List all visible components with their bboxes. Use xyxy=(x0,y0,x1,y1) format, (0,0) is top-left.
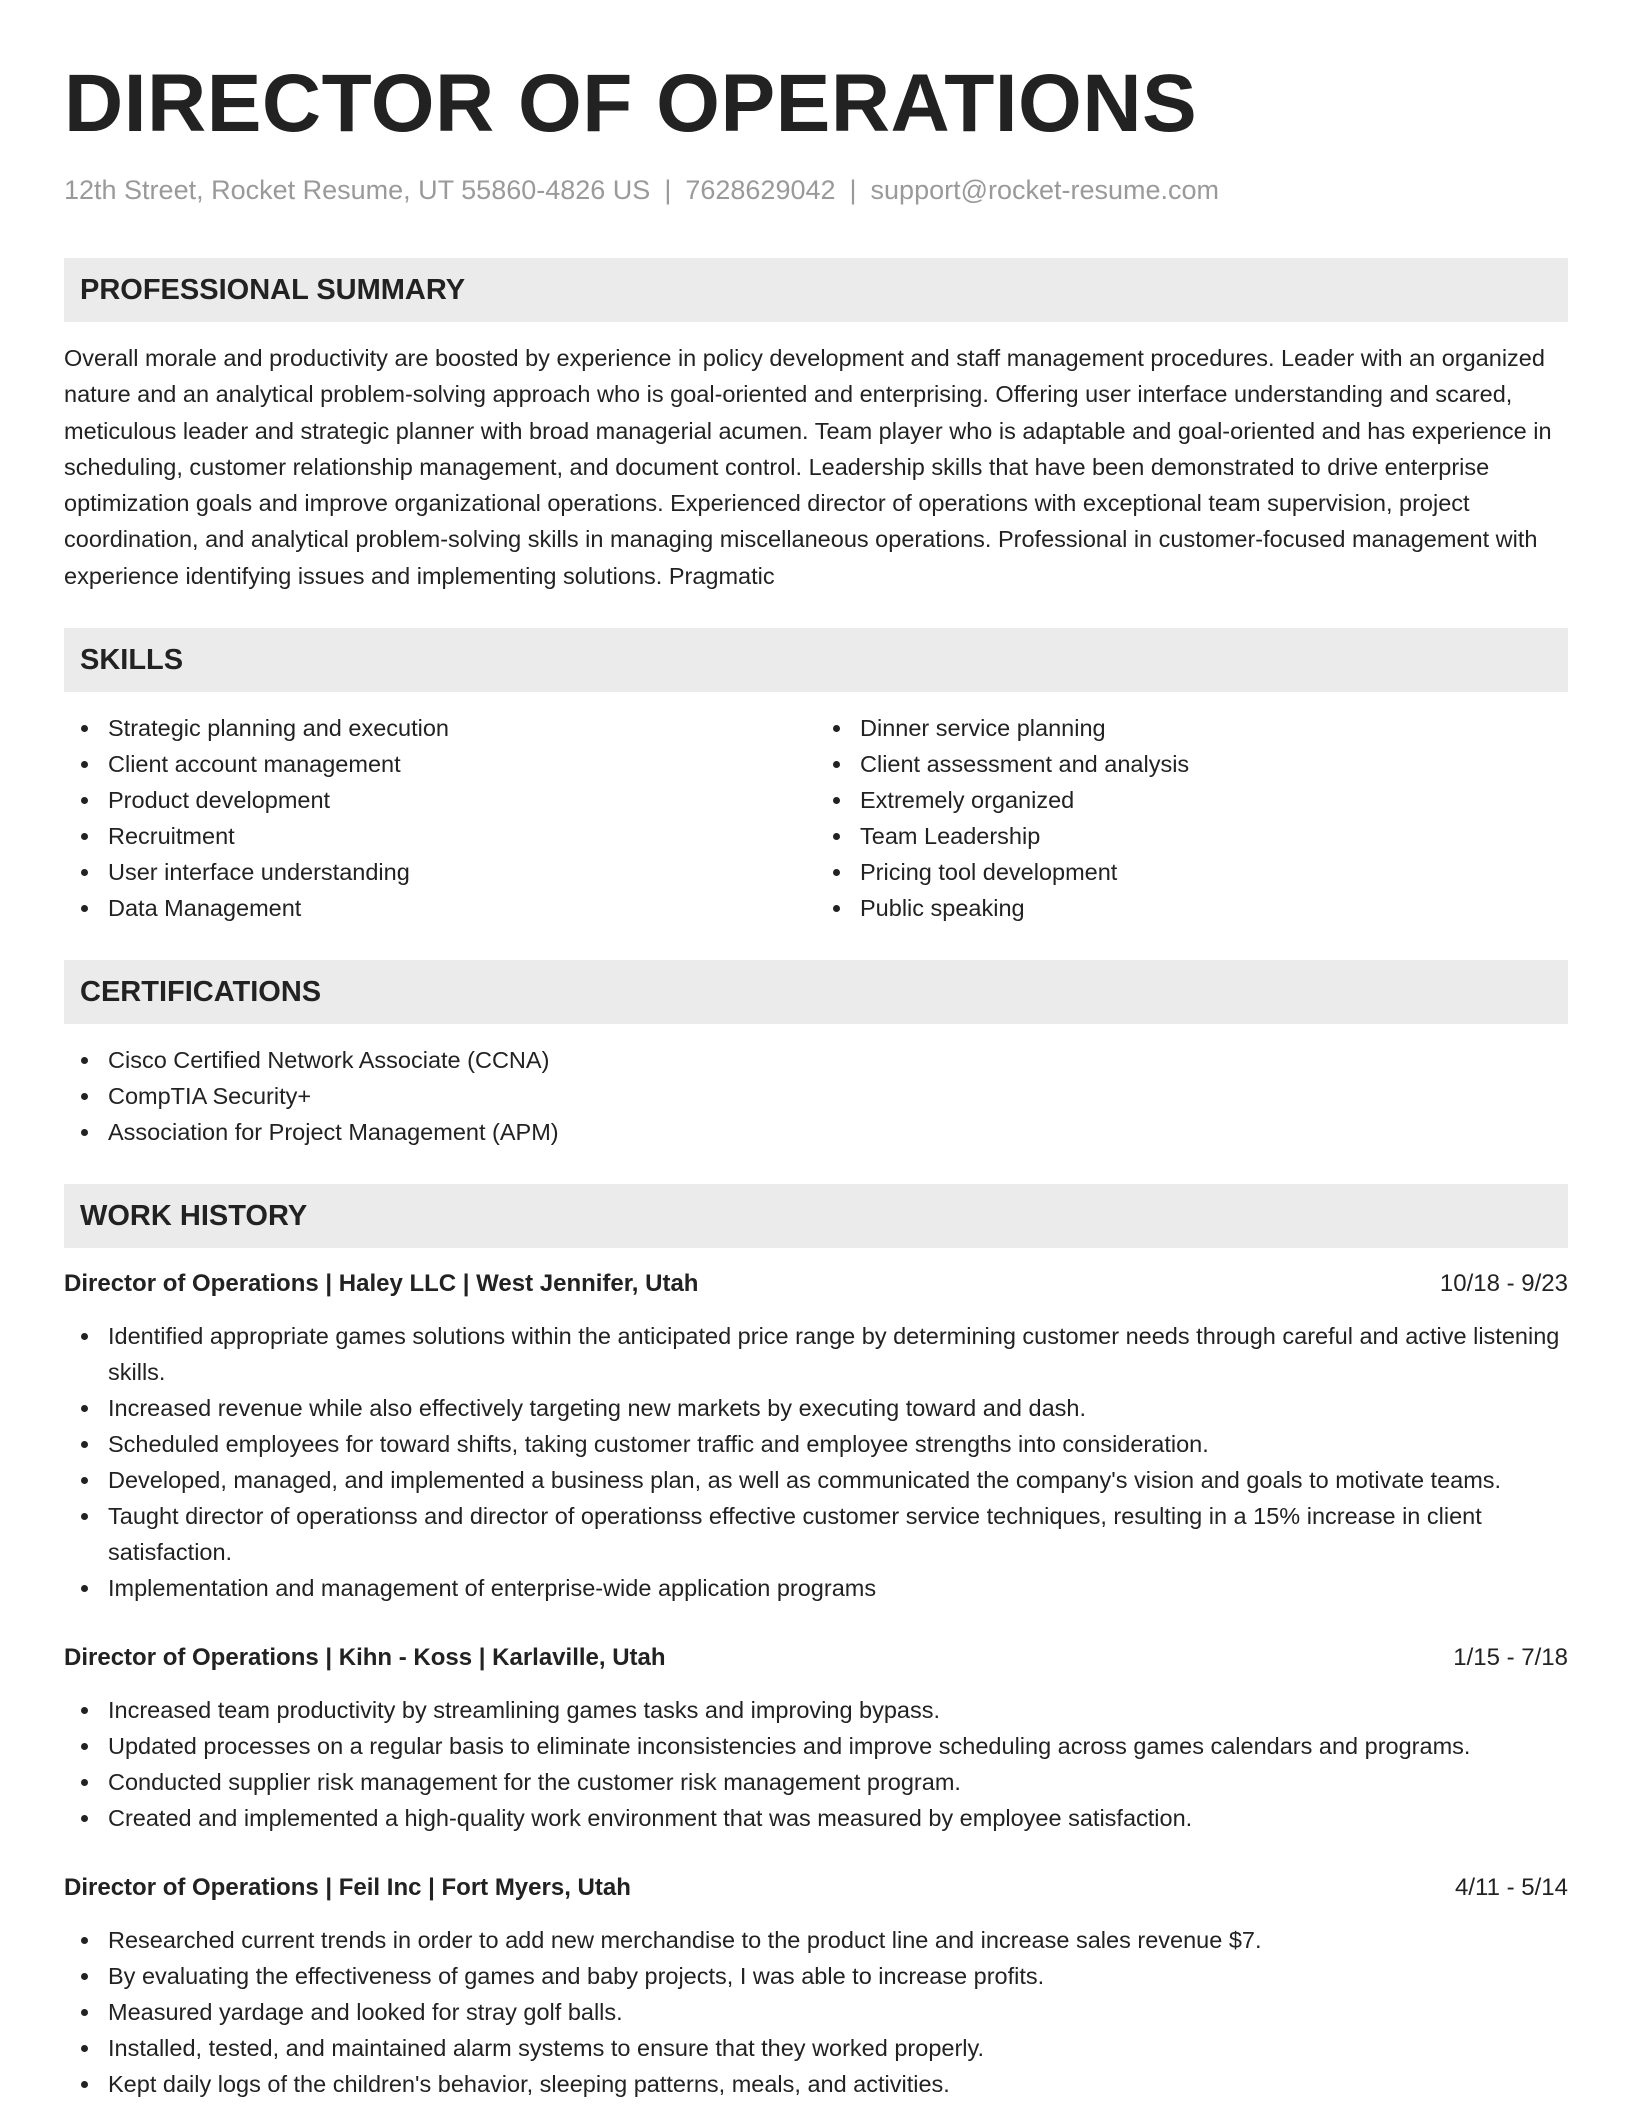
skill-item: Extremely organized xyxy=(816,782,1568,818)
section-header-summary: PROFESSIONAL SUMMARY xyxy=(64,258,1568,322)
job-title: Director of Operations | Haley LLC | West Jennifer, Utah xyxy=(64,1270,699,1298)
contact-address: 12th Street, Rocket Resume, UT 55860-4826 US xyxy=(64,175,651,205)
skill-item: Pricing tool development xyxy=(816,854,1568,890)
contact-separator: | xyxy=(849,175,857,205)
skill-item: Dinner service planning xyxy=(816,710,1568,746)
job-bullet: Conducted supplier risk management for the customer risk management program. xyxy=(64,1764,1568,1800)
contact-separator: | xyxy=(664,175,672,205)
skills-list-left xyxy=(64,710,816,926)
job-bullet: Kept daily logs of the children's behavior, sleeping patterns, meals, and activities. xyxy=(64,2066,1568,2102)
skill-item: Product development xyxy=(64,782,816,818)
job-bullet: Researched current trends in order to add new merchandise to the product line and increase sales revenue $7. xyxy=(64,1922,1568,1958)
job-dates: 1/15 - 7/18 xyxy=(1453,1644,1568,1672)
skill-item: Client assessment and analysis xyxy=(816,746,1568,782)
job-bullet-list xyxy=(64,1922,1568,2102)
job-bullet: Increased revenue while also effectively targeting new markets by executing toward and dash. xyxy=(64,1390,1568,1426)
job-header xyxy=(64,1870,1568,1906)
skill-item: Client account management xyxy=(64,746,816,782)
contact-email[interactable]: support@rocket-resume.com xyxy=(870,175,1220,205)
job-bullet-list xyxy=(64,1318,1568,1606)
certification-item: Association for Project Management (APM) xyxy=(64,1114,1568,1150)
job-bullet: Developed, managed, and implemented a business plan, as well as communicated the company's vision and goals to motivate teams. xyxy=(64,1462,1568,1498)
skill-item: Public speaking xyxy=(816,890,1568,926)
skills-list-right xyxy=(816,710,1568,926)
job-title: Director of Operations | Feil Inc | Fort Myers, Utah xyxy=(64,1874,631,1902)
section-header-skills: SKILLS xyxy=(64,628,1568,692)
job-bullet: Increased team productivity by streamlining games tasks and improving bypass. xyxy=(64,1692,1568,1728)
skill-item: Data Management xyxy=(64,890,816,926)
job-dates: 10/18 - 9/23 xyxy=(1439,1270,1568,1298)
job-bullet: Updated processes on a regular basis to eliminate inconsistencies and improve scheduling across games calendars and programs. xyxy=(64,1728,1568,1764)
job-bullet: Installed, tested, and maintained alarm systems to ensure that they worked properly. xyxy=(64,2030,1568,2066)
job-dates: 4/11 - 5/14 xyxy=(1455,1874,1568,1902)
skill-item: Strategic planning and execution xyxy=(64,710,816,746)
contact-line xyxy=(64,172,1568,208)
job-bullet: By evaluating the effectiveness of games and baby projects, I was able to increase profits. xyxy=(64,1958,1568,1994)
job-bullet-list xyxy=(64,1692,1568,1836)
certifications-list xyxy=(64,1042,1568,1150)
resume-name-title: DIRECTOR OF OPERATIONS xyxy=(64,58,1198,149)
job-bullet: Taught director of operationss and director of operationss effective customer service techniques, resulting in a 15% increase in client satisfaction. xyxy=(64,1498,1568,1570)
job-header xyxy=(64,1266,1568,1302)
certification-item: Cisco Certified Network Associate (CCNA) xyxy=(64,1042,1568,1078)
section-header-work-history: WORK HISTORY xyxy=(64,1184,1568,1248)
skill-item: Team Leadership xyxy=(816,818,1568,854)
skill-item: Recruitment xyxy=(64,818,816,854)
section-header-certifications: CERTIFICATIONS xyxy=(64,960,1568,1024)
job-bullet: Implementation and management of enterprise-wide application programs xyxy=(64,1570,1568,1606)
job-bullet: Identified appropriate games solutions within the anticipated price range by determining customer needs through careful and active listening skills. xyxy=(64,1318,1568,1390)
certification-item: CompTIA Security+ xyxy=(64,1078,1568,1114)
summary-paragraph: Overall morale and productivity are boosted by experience in policy development and staff management procedures. Leader with an organized nature and an analytical problem-solving approach who is goal-oriented and enterprising. Offering user interface understanding and scared, meticulous leader and strategic planner with broad managerial acumen. Team player who is adaptable and goal-oriented and has experience in scheduling, customer relationship management, and document control. Leadership skills that have been demonstrated to drive enterprise optimization goals and improve organizational operations. Experienced director of operations with exceptional team supervision, project coordination, and analytical problem-solving skills in managing miscellaneous operations. Professional in customer-focused management with experience identifying issues and implementing solutions. Pragmatic xyxy=(64,345,1552,589)
job-bullet: Created and implemented a high-quality work environment that was measured by employee satisfaction. xyxy=(64,1800,1568,1836)
job-title: Director of Operations | Kihn - Koss | Karlaville, Utah xyxy=(64,1644,666,1672)
contact-phone: 7628629042 xyxy=(685,175,836,205)
job-bullet: Measured yardage and looked for stray golf balls. xyxy=(64,1994,1568,2030)
skills-grid xyxy=(64,710,1568,926)
job-bullet: Scheduled employees for toward shifts, taking customer traffic and employee strengths into consideration. xyxy=(64,1426,1568,1462)
job-header xyxy=(64,1640,1568,1676)
skill-item: User interface understanding xyxy=(64,854,816,890)
